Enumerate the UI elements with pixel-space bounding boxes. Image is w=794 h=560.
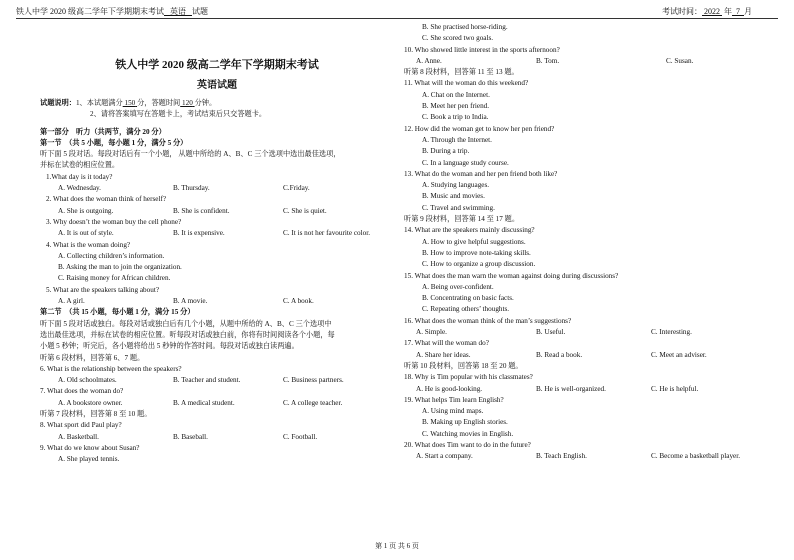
header-divider: [16, 18, 778, 19]
question-8-options: [40, 432, 394, 443]
header-year-unit: 年: [724, 7, 732, 16]
header-prefix: 铁人中学 2020 级高二学年下学期期末考试: [16, 7, 164, 16]
option: C. Meet an adviser.: [651, 350, 707, 359]
option: A. Collecting children’s information.: [58, 251, 165, 260]
question-8: 8. What sport did Paul play?: [40, 421, 122, 430]
option: A. Basketball.: [58, 432, 99, 441]
option: B. Meet her pen friend.: [422, 102, 490, 111]
question-10-options: [404, 56, 760, 67]
question-17: 17. What will the woman do?: [404, 339, 489, 348]
question-14: 14. What are the speakers mainly discussing?: [404, 226, 535, 235]
option: A. Anne.: [416, 56, 442, 65]
option: B. Making up English stories.: [422, 418, 508, 427]
option: B. Asking the man to join the organization.: [58, 263, 182, 272]
option: C. Interesting.: [651, 328, 692, 337]
section-one-heading: 第一节 （共 5 小题，每小题 1 分，满分 5 分）: [40, 138, 188, 147]
question-11: 11. What will the woman do this weekend?: [404, 79, 529, 88]
option: A. It is out of style.: [58, 229, 114, 238]
option: B. Music and movies.: [422, 192, 485, 201]
question-6: 6. What is the relationship between the speakers?: [40, 364, 182, 373]
question-1: 1.What day is it today?: [46, 172, 113, 181]
option: A. Start a company.: [416, 452, 473, 461]
option: A. Being over-confident.: [422, 282, 494, 291]
option: C. A college teacher.: [283, 398, 343, 407]
option: C. In a language study course.: [422, 158, 509, 167]
section-two-instruction-3: 小题 5 秒钟；听完后，各小题将给出 5 秒钟的作答时间。每段对话或独白读两遍。: [40, 342, 299, 351]
question-3-options: [40, 228, 394, 239]
question-12: 12. How did the woman get to know her pen friend?: [404, 124, 555, 133]
header-month: 7: [736, 7, 740, 16]
header-exam-date: [662, 6, 752, 17]
option: A. Share her ideas.: [416, 350, 471, 359]
question-13: 13. What do the woman and her pen friend both like?: [404, 169, 558, 178]
option: B. Useful.: [536, 328, 566, 337]
option: B. Teacher and student.: [173, 376, 241, 385]
header-subject: 英语: [170, 7, 186, 16]
question-15: 15. What does the man warn the woman against doing during discussions?: [404, 271, 619, 280]
question-6-options: [40, 375, 394, 386]
left-column: [40, 22, 394, 466]
question-16: 16. What does the woman think of the man’s suggestions?: [404, 316, 572, 325]
option: B. A medical student.: [173, 398, 235, 407]
section-two-instruction-1: 听下面 5 段对话或独白。每段对话或独白后有几个小题，从题中所给的 A、B、C 三个选项中: [40, 319, 332, 328]
notes-text-c: 分钟。: [194, 99, 217, 107]
material-9-heading: 听第 9 段材料，回答第 14 至 17 题。: [404, 215, 520, 224]
page-subtitle: 英语试题: [197, 80, 237, 91]
question-5-options: [40, 296, 394, 307]
option: A. Wednesday.: [58, 184, 101, 193]
question-16-options: [404, 327, 760, 338]
material-8-heading: 听第 8 段材料，回答第 11 至 13 题。: [404, 68, 519, 77]
section-two-heading: 第二节 （共 15 小题，每小题 1 分，满分 15 分）: [40, 308, 195, 317]
question-3: 3. Why doesn’t the woman buy the cell phone?: [46, 217, 182, 226]
question-9: 9. What do we know about Susan?: [40, 443, 140, 452]
option: B. She is confident.: [173, 206, 230, 215]
option: A. She played tennis.: [58, 455, 120, 464]
option: C. He is helpful.: [651, 384, 699, 393]
option: C. It is not her favourite color.: [283, 229, 371, 238]
option: B. Thursday.: [173, 184, 210, 193]
option: B. Tom.: [536, 56, 560, 65]
notes-line-2: 2、请将答案填写在答题卡上，考试结束后只交答题卡。: [90, 110, 267, 119]
option: C. Repeating others’ thoughts.: [422, 305, 510, 314]
notes-text-b: 分，答题时间: [137, 99, 181, 107]
page-title: 铁人中学 2020 级高二学年下学期期末考试: [115, 59, 319, 71]
section-one-instruction-1: 听下面 5 段对话。每段对话后有一个小题， 从题中所给的 A、B、C 三个选项中选出最佳选项，: [40, 150, 341, 159]
option: B. A movie.: [173, 297, 208, 306]
notes-label: 试题说明：: [40, 99, 76, 107]
option: A. A bookstore owner.: [58, 398, 123, 407]
option: B. Concentrating on basic facts.: [422, 294, 514, 303]
question-1-options: [40, 183, 394, 194]
option: B. It is expensive.: [173, 229, 225, 238]
page-number-footer: 第 1 页 共 6 页: [375, 542, 419, 550]
question-19: 19. What helps Tim learn English?: [404, 395, 504, 404]
header-month-unit: 月: [744, 7, 752, 16]
question-5: 5. What are the speakers talking about?: [46, 285, 160, 294]
material-7-heading: 听第 7 段材料，回答第 8 至 10 题。: [40, 410, 152, 419]
option: A. She is outgoing.: [58, 206, 114, 215]
option: C.Friday.: [283, 184, 310, 193]
option: C. Watching movies in English.: [422, 429, 514, 438]
option: B. Read a book.: [536, 350, 583, 359]
question-10: 10. Who showed little interest in the sports afternoon?: [404, 45, 560, 54]
header-exam-name: [16, 6, 208, 17]
question-17-options: [404, 350, 760, 361]
part-one-heading: 第一部分 听力（共两节，满分 20 分）: [40, 127, 166, 136]
option: B. How to improve note-taking skills.: [422, 248, 531, 257]
header-year: 2022: [704, 7, 720, 16]
question-20: 20. What does Tim want to do in the future?: [404, 440, 531, 449]
section-two-instruction-2: 选出最佳选项，并标在试卷的相应位置。听每段对话或独白前，你将有时间阅读各个小题，每: [40, 330, 335, 339]
exam-notes: [40, 98, 394, 109]
header-date-label: 考试时间：: [662, 7, 702, 16]
question-18: 18. Why is Tim popular with his classmates?: [404, 373, 533, 382]
option: B. Baseball.: [173, 432, 208, 441]
header-suffix: 试题: [192, 7, 208, 16]
material-6-heading: 听第 6 段材料，回答第 6、7 题。: [40, 353, 145, 362]
right-column: [404, 22, 760, 463]
option: C. Football.: [283, 432, 318, 441]
option: A. Chat on the Internet.: [422, 90, 490, 99]
section-one-instruction-2: 并标在试卷的相应位置。: [40, 161, 120, 170]
question-2-options: [40, 206, 394, 217]
option: A. A girl.: [58, 297, 85, 306]
option: A. How to give helpful suggestions.: [422, 237, 526, 246]
option: C. Travel and swimming.: [422, 203, 495, 212]
option: B. During a trip.: [422, 147, 470, 156]
question-20-options: [404, 451, 760, 462]
option: A. He is good-looking.: [416, 384, 483, 393]
option: B. She practised horse-riding.: [422, 23, 508, 31]
material-10-heading: 听第 10 段材料，回答第 18 至 20 题。: [404, 361, 523, 370]
option: C. Business partners.: [283, 376, 344, 385]
option: B. He is well-organized.: [536, 384, 606, 393]
option: C. She scored two goals.: [422, 34, 494, 43]
question-4: 4. What is the woman doing?: [46, 240, 131, 249]
question-2: 2. What does the woman think of herself?: [46, 195, 167, 204]
option: C. Susan.: [666, 56, 694, 65]
option: B. Teach English.: [536, 452, 587, 461]
option: A. Old schoolmates.: [58, 376, 117, 385]
question-7: 7. What does the woman do?: [40, 387, 124, 396]
question-18-options: [404, 384, 760, 395]
option: A. Studying languages.: [422, 181, 490, 190]
option: C. Become a basketball player.: [651, 452, 741, 461]
exam-duration: 120: [182, 99, 193, 107]
full-score: 150: [124, 99, 136, 107]
option: C. A book.: [283, 297, 314, 306]
option: A. Using mind maps.: [422, 407, 484, 416]
option: C. Raising money for African children.: [58, 274, 171, 283]
option: A. Simple.: [416, 328, 447, 337]
option: A. Through the Internet.: [422, 135, 492, 144]
option: C. Book a trip to India.: [422, 113, 489, 122]
question-7-options: [40, 398, 394, 409]
notes-text-a: 1、本试题满分: [75, 99, 123, 107]
option: C. How to organize a group discussion.: [422, 260, 536, 269]
option: C. She is quiet.: [283, 206, 327, 215]
